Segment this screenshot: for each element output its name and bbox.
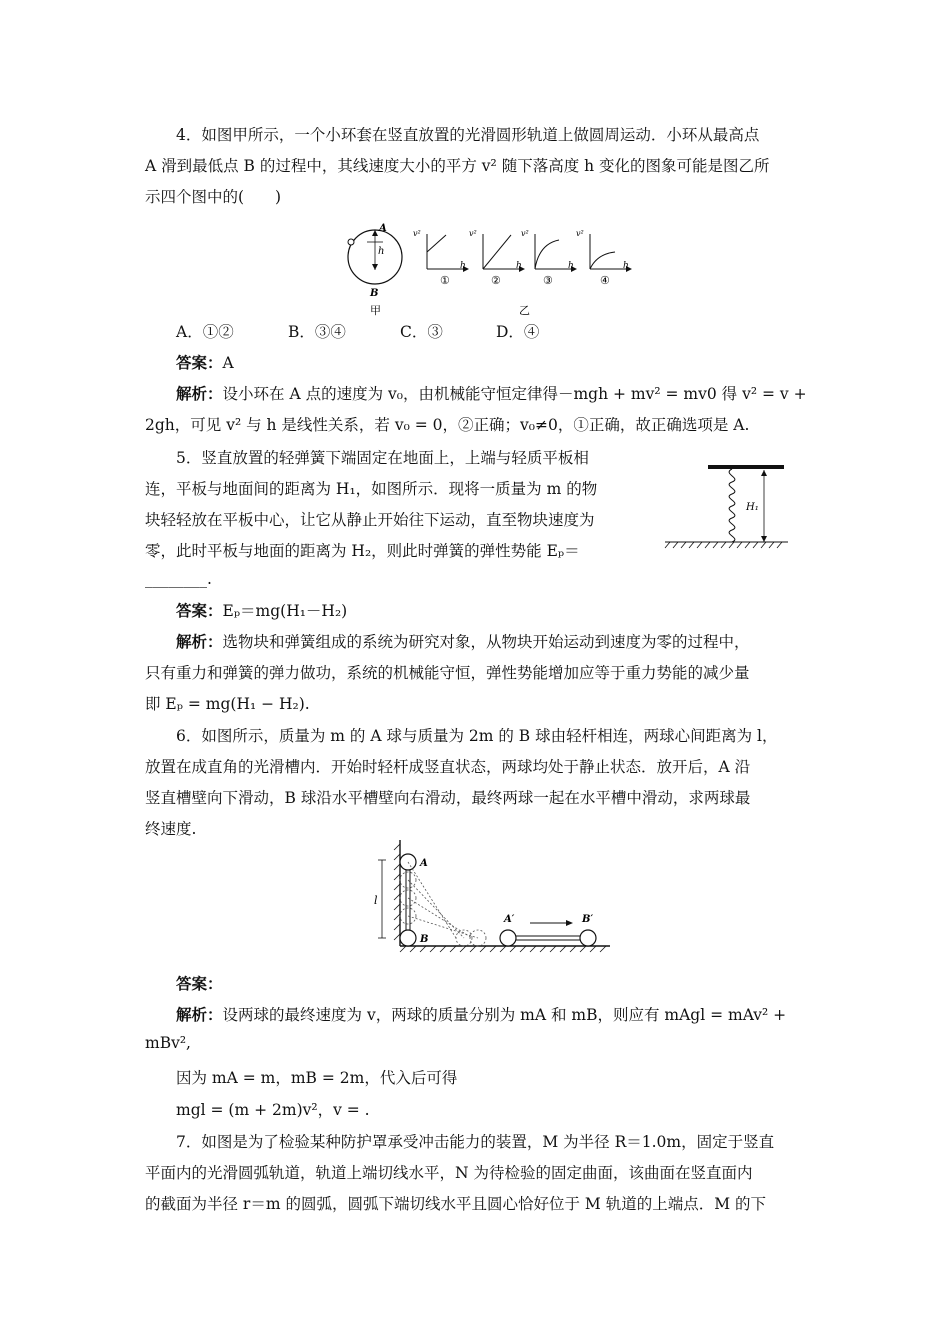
graph-1-h: h (460, 261, 466, 271)
q5-analysis-label: 解析： (176, 632, 223, 651)
q5-answer (176, 599, 347, 621)
q4-fig-h: h (378, 246, 385, 257)
q6-answer: 答案： (176, 974, 223, 993)
q6-analysis-label: 解析： (176, 1005, 223, 1024)
graph-3 (521, 229, 577, 287)
q6-line-6: mgl = (m + 2m)v²，v = . (176, 1101, 370, 1119)
q4-figure (345, 222, 645, 317)
q6-figure (370, 838, 620, 958)
q5-analysis-1 (176, 630, 750, 652)
q6-analysis-2: mBv², (145, 1034, 191, 1052)
q6-fig-A-prime: A′ (504, 914, 515, 925)
q5-line-2: 连，平板与地面间的距离为 H₁，如图所示．现将一质量为 m 的物 (145, 480, 598, 498)
q6-analysis-text-1: 设两球的最终速度为 v，两球的质量分别为 mA 和 mB，则应有 mAgl = mAv² + (222, 1006, 787, 1024)
graph-1 (413, 229, 469, 287)
q4-analysis-1 (176, 382, 807, 404)
q6-line-4: 终速度. (145, 820, 197, 838)
q5-line-3: 块轻轻放在平板中心，让它从静止开始往下运动，直至物块速度为 (145, 511, 595, 529)
q4-fig-B: B (370, 288, 379, 299)
graph-1-num: ① (440, 274, 450, 287)
q5-line-5: ________. (145, 570, 212, 588)
q5-spring-figure (660, 460, 795, 555)
q5-line-4: 零，此时平板与地面的距离为 H₂，则此时弹簧的弹性势能 Eₚ＝ (145, 542, 580, 560)
q6-fig-B: B (420, 934, 429, 945)
q4-line-3: 示四个图中的( ) (145, 188, 282, 206)
graph-4-v2: v² (576, 229, 584, 238)
q6-fig-l: l (374, 894, 378, 907)
q5-analysis-text-1: 选物块和弹簧组成的系统为研究对象，从物块开始运动到速度为零的过程中， (222, 633, 750, 651)
q4-answer-value: A (222, 354, 234, 372)
graph-2 (469, 229, 525, 287)
option-c: C．③ (400, 323, 443, 341)
graph-1-v2: v² (413, 229, 421, 238)
q4-fig-jia: 甲 (370, 304, 381, 317)
q6-line-3: 竖直槽壁向下滑动，B 球沿水平槽壁向右滑动，最终两球一起在水平槽中滑动，求两球最 (145, 789, 751, 807)
graph-3-h: h (568, 261, 574, 271)
q6-fig-A: A (420, 858, 428, 869)
q4-analysis-2: 2gh，可见 v² 与 h 是线性关系，若 v₀ = 0，②正确；v₀≠0，①正确，故正确选项是 A. (145, 416, 750, 434)
q4-analysis-label: 解析： (176, 384, 223, 403)
graph-4 (576, 229, 632, 287)
q7-line-3: 的截面为半径 r＝m 的圆弧，圆弧下端切线水平且圆心恰好位于 M 轨道的上端点．M 的下 (145, 1195, 766, 1213)
graph-4-h: h (623, 261, 629, 271)
option-a: A．①② (176, 323, 234, 341)
q5-answer-value: Eₚ＝mg(H₁－H₂) (222, 602, 348, 620)
q4-analysis-text-1: 设小环在 A 点的速度为 v₀，由机械能守恒定律得－mgh + mv² = mv0 得 v² = v + (222, 385, 807, 403)
q4-line-2: A 滑到最低点 B 的过程中，其线速度大小的平方 v² 随下落高度 h 变化的图象可能是图乙所 (145, 157, 770, 175)
graph-2-v2: v² (469, 229, 477, 238)
graph-3-num: ③ (543, 274, 553, 287)
graph-3-v2: v² (521, 229, 529, 238)
q4-answer-label: 答案： (176, 353, 223, 372)
q5-line-1: 5．竖直放置的轻弹簧下端固定在地面上，上端与轻质平板相 (176, 449, 589, 467)
graph-2-h: h (516, 261, 522, 271)
q5-analysis-3: 即 Eₚ = mg(H₁ − H₂). (145, 695, 310, 713)
option-d: D．④ (496, 323, 540, 341)
q5-fig-h1: H₁ (746, 502, 759, 513)
option-b: B．③④ (288, 323, 346, 341)
q4-fig-A: A (379, 223, 387, 234)
q6-line-2: 放置在成直角的光滑槽内．开始时轻杆成竖直状态，两球均处于静止状态．放开后，A 沿 (145, 758, 751, 776)
graph-2-num: ② (491, 274, 501, 287)
q4-answer (176, 351, 234, 373)
q6-fig-B-prime: B′ (582, 914, 594, 925)
q7-line-2: 平面内的光滑圆弧轨道，轨道上端切线水平，N 为待检验的固定曲面，该曲面在竖直面内 (145, 1164, 753, 1182)
q4-line-1: 4．如图甲所示，一个小环套在竖直放置的光滑圆形轨道上做圆周运动．小环从最高点 (176, 126, 760, 144)
q4-fig-yi: 乙 (519, 304, 530, 317)
q5-analysis-2: 只有重力和弹簧的弹力做功，系统的机械能守恒，弹性势能增加应等于重力势能的减少量 (145, 664, 750, 682)
q6-analysis-1 (176, 1003, 786, 1025)
q6-line-5: 因为 mA = m，mB = 2m，代入后可得 (176, 1069, 458, 1087)
q7-line-1: 7．如图是为了检验某种防护罩承受冲击能力的装置，M 为半径 R＝1.0m，固定于竖直 (176, 1133, 775, 1151)
graph-4-num: ④ (600, 274, 610, 287)
q6-line-1: 6．如图所示，质量为 m 的 A 球与质量为 2m 的 B 球由轻杆相连，两球心间距离为 l， (176, 727, 778, 745)
q5-answer-label: 答案： (176, 601, 223, 620)
